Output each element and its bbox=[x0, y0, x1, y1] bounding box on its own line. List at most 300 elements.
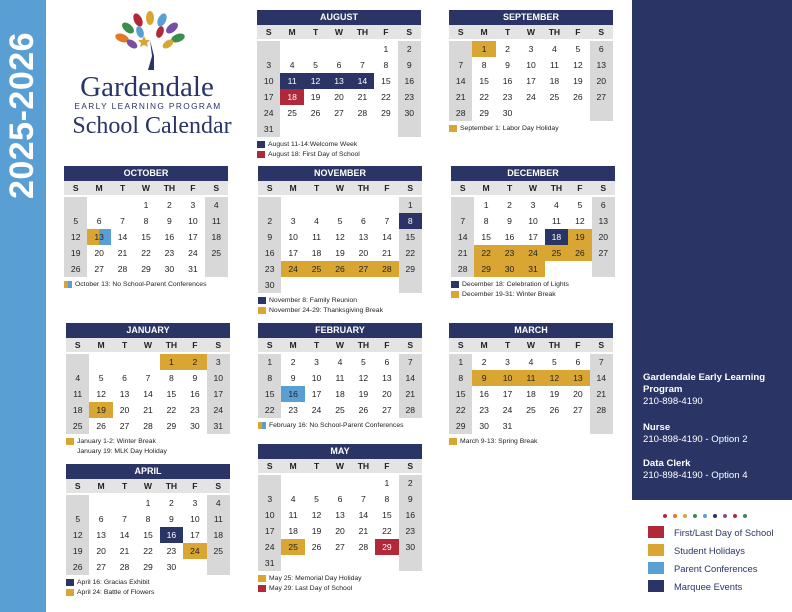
weekday-header: W bbox=[519, 25, 542, 41]
day-cell: 16 bbox=[190, 389, 200, 399]
weekday-header: T bbox=[113, 338, 136, 354]
empty-cell bbox=[136, 354, 159, 370]
day-cell: 28 bbox=[590, 402, 613, 418]
day-cell: 21 bbox=[382, 248, 392, 258]
day-cell: 30 bbox=[190, 421, 200, 431]
month-grid bbox=[66, 338, 230, 434]
day-cell: 15 bbox=[141, 232, 151, 242]
weekday-header: M bbox=[472, 25, 495, 41]
day-cell: 5 bbox=[98, 373, 104, 383]
empty-cell bbox=[399, 277, 422, 293]
weekday-header: W bbox=[521, 181, 544, 197]
weekday-header: T bbox=[305, 338, 328, 354]
month-header: DECEMBER bbox=[451, 166, 615, 181]
weekday-header: S bbox=[258, 459, 281, 475]
month-legend bbox=[449, 123, 613, 133]
empty-cell bbox=[327, 41, 350, 57]
day-cell: 9 bbox=[290, 373, 296, 383]
day-cell: 22 bbox=[474, 245, 497, 261]
day-cell: 24 bbox=[257, 105, 280, 121]
day-cell: 28 bbox=[358, 542, 369, 552]
day-cell: 1 bbox=[384, 478, 390, 488]
empty-cell bbox=[113, 354, 136, 370]
empty-cell bbox=[545, 261, 568, 277]
contact-main-phone: 210-898-4190 bbox=[643, 396, 703, 407]
day-cell: 12 bbox=[66, 527, 89, 543]
empty-cell bbox=[399, 555, 422, 571]
day-cell: 3 bbox=[530, 200, 536, 210]
month-grid bbox=[66, 479, 230, 575]
day-cell: 7 bbox=[449, 57, 472, 73]
day-cell: 30 bbox=[479, 421, 489, 431]
legend-swatch bbox=[258, 422, 266, 429]
month-legend bbox=[449, 436, 613, 446]
month-header: MARCH bbox=[449, 323, 613, 338]
empty-cell bbox=[590, 418, 613, 434]
contact-nurse-label: Nurse bbox=[643, 422, 671, 433]
empty-cell bbox=[374, 121, 397, 137]
day-cell: 9 bbox=[192, 373, 198, 383]
contact-nurse-phone: 210-898-4190 - Option 2 bbox=[643, 434, 748, 445]
day-cell: 13 bbox=[119, 389, 130, 399]
day-cell: 6 bbox=[384, 357, 390, 367]
empty-cell bbox=[111, 197, 134, 213]
day-cell: 26 bbox=[64, 261, 87, 277]
day-cell: 25 bbox=[305, 261, 328, 277]
day-cell: 5 bbox=[337, 216, 343, 226]
day-cell: 26 bbox=[310, 108, 321, 118]
day-cell: 8 bbox=[399, 213, 422, 229]
day-cell: 4 bbox=[314, 216, 319, 226]
day-cell: 2 bbox=[398, 41, 421, 57]
day-cell: 28 bbox=[119, 562, 130, 572]
day-cell: 23 bbox=[498, 245, 521, 261]
day-cell: 16 bbox=[258, 245, 281, 261]
day-cell: 28 bbox=[143, 421, 153, 431]
day-cell: 24 bbox=[311, 405, 322, 415]
day-cell: 30 bbox=[258, 277, 281, 293]
day-cell: 21 bbox=[119, 546, 130, 556]
legend-swatch bbox=[258, 575, 266, 582]
month-legend bbox=[66, 436, 230, 456]
day-cell: 8 bbox=[169, 373, 174, 383]
weekday-header: S bbox=[399, 181, 422, 197]
legend-entry bbox=[257, 139, 421, 149]
day-cell: 11 bbox=[551, 216, 561, 226]
legend-entry bbox=[258, 295, 422, 305]
day-cell: 23 bbox=[166, 546, 177, 556]
weekday-header: S bbox=[66, 479, 89, 495]
empty-cell bbox=[87, 197, 110, 213]
weekday-header: S bbox=[64, 181, 87, 197]
weekday-header: S bbox=[66, 338, 89, 354]
day-cell: 13 bbox=[382, 373, 392, 383]
day-cell: 25 bbox=[287, 108, 297, 118]
day-cell: 13 bbox=[590, 57, 613, 73]
empty-cell bbox=[305, 197, 328, 213]
day-cell: 27 bbox=[573, 405, 583, 415]
day-cell: 7 bbox=[451, 213, 474, 229]
weekday-header: S bbox=[258, 181, 281, 197]
day-cell: 23 bbox=[398, 89, 421, 105]
day-cell: 5 bbox=[577, 200, 583, 210]
key-label: Parent Conferences bbox=[674, 562, 758, 574]
weekday-header: T bbox=[305, 459, 328, 475]
day-cell: 6 bbox=[96, 216, 102, 226]
day-cell: 16 bbox=[502, 76, 513, 86]
day-cell: 13 bbox=[358, 232, 369, 242]
legend-entry bbox=[451, 279, 615, 289]
day-cell: 19 bbox=[358, 389, 369, 399]
day-cell: 29 bbox=[449, 418, 472, 434]
day-cell: 7 bbox=[120, 216, 125, 226]
legend-swatch bbox=[64, 281, 72, 288]
day-cell: 6 bbox=[336, 60, 342, 70]
day-cell: 23 bbox=[479, 405, 489, 415]
month-legend bbox=[451, 279, 615, 299]
day-cell: 12 bbox=[304, 73, 327, 89]
day-cell: 19 bbox=[549, 389, 560, 399]
month-legend bbox=[258, 295, 422, 315]
empty-cell bbox=[305, 277, 328, 293]
day-cell: 17 bbox=[288, 248, 298, 258]
day-cell: 9 bbox=[167, 216, 172, 226]
day-cell: 18 bbox=[526, 389, 536, 399]
day-cell: 29 bbox=[375, 539, 398, 555]
day-cell: 23 bbox=[399, 523, 422, 539]
legend-entry bbox=[258, 583, 422, 593]
day-cell: 19 bbox=[310, 92, 321, 102]
day-cell: 28 bbox=[399, 402, 422, 418]
month-legend bbox=[258, 420, 422, 430]
month-grid bbox=[451, 181, 615, 277]
day-cell: 8 bbox=[481, 60, 487, 70]
day-cell: 5 bbox=[361, 357, 366, 367]
day-cell: 31 bbox=[207, 418, 230, 434]
contact-data-clerk-phone: 210-898-4190 - Option 4 bbox=[643, 470, 748, 481]
month-grid bbox=[258, 181, 422, 293]
day-cell: 15 bbox=[143, 530, 153, 540]
day-cell: 11 bbox=[207, 511, 230, 527]
key-item-marquee bbox=[648, 577, 774, 595]
day-cell: 21 bbox=[357, 92, 368, 102]
day-cell: 2 bbox=[183, 354, 206, 370]
day-cell: 9 bbox=[258, 229, 281, 245]
day-cell: 3 bbox=[258, 491, 281, 507]
day-cell: 17 bbox=[528, 232, 538, 242]
day-cell: 21 bbox=[143, 405, 153, 415]
day-cell: 17 bbox=[188, 232, 198, 242]
weekday-header: TH bbox=[543, 338, 566, 354]
day-cell: 18 bbox=[545, 229, 568, 245]
day-cell: 16 bbox=[164, 232, 175, 242]
weekday-header: S bbox=[449, 338, 472, 354]
legend-entry bbox=[66, 577, 230, 587]
day-cell: 24 bbox=[521, 245, 544, 261]
day-cell: 31 bbox=[257, 121, 280, 137]
legend-swatch bbox=[257, 151, 265, 158]
day-cell: 8 bbox=[145, 514, 151, 524]
day-cell: 4 bbox=[337, 357, 343, 367]
day-cell: 11 bbox=[519, 370, 542, 386]
empty-cell bbox=[89, 354, 112, 370]
legend-swatch bbox=[66, 589, 74, 596]
day-cell: 3 bbox=[257, 57, 280, 73]
day-cell: 2 bbox=[258, 213, 281, 229]
day-cell: 21 bbox=[449, 89, 472, 105]
day-cell: 16 bbox=[398, 73, 421, 89]
day-cell: 20 bbox=[573, 389, 583, 399]
day-cell: 9 bbox=[505, 60, 510, 70]
empty-cell bbox=[257, 41, 280, 57]
weekday-header: F bbox=[568, 181, 591, 197]
legend-text: October 13: No School-Parent Conferences bbox=[75, 280, 207, 288]
weekday-header: TH bbox=[543, 25, 566, 41]
day-cell: 13 bbox=[335, 510, 345, 520]
day-cell: 27 bbox=[335, 542, 345, 552]
day-cell: 12 bbox=[311, 510, 322, 520]
key-label: Marquee Events bbox=[674, 580, 743, 592]
day-cell: 6 bbox=[361, 216, 366, 226]
day-cell: 10 bbox=[288, 232, 298, 242]
day-cell: 13 bbox=[87, 229, 110, 245]
day-cell: 4 bbox=[205, 197, 228, 213]
empty-cell bbox=[305, 555, 328, 571]
weekday-header: S bbox=[590, 338, 613, 354]
day-cell: 14 bbox=[590, 370, 613, 386]
empty-cell bbox=[280, 121, 303, 137]
day-cell: 21 bbox=[399, 386, 422, 402]
day-cell: 4 bbox=[66, 370, 89, 386]
day-cell: 18 bbox=[280, 89, 303, 105]
day-cell: 20 bbox=[358, 248, 369, 258]
day-cell: 26 bbox=[568, 245, 591, 261]
day-cell: 11 bbox=[288, 510, 298, 520]
weekday-header: S bbox=[257, 25, 280, 41]
day-cell: 12 bbox=[64, 229, 87, 245]
weekday-header: W bbox=[328, 181, 351, 197]
day-cell: 18 bbox=[66, 402, 89, 418]
empty-cell bbox=[566, 418, 589, 434]
day-cell: 31 bbox=[258, 555, 281, 571]
day-cell: 12 bbox=[543, 370, 566, 386]
day-cell: 2 bbox=[167, 200, 172, 210]
empty-cell bbox=[205, 261, 228, 277]
weekday-header: S bbox=[258, 338, 281, 354]
day-cell: 5 bbox=[64, 213, 87, 229]
day-cell: 17 bbox=[311, 389, 322, 399]
weekday-header: TH bbox=[545, 181, 568, 197]
legend-text: April 24: Battle of Flowers bbox=[77, 588, 155, 596]
day-cell: 30 bbox=[164, 264, 175, 274]
day-cell: 23 bbox=[288, 405, 298, 415]
month-september bbox=[449, 10, 613, 133]
day-cell: 14 bbox=[143, 389, 153, 399]
day-cell: 25 bbox=[205, 245, 228, 261]
day-cell: 18 bbox=[207, 527, 230, 543]
day-cell: 24 bbox=[183, 543, 206, 559]
day-cell: 16 bbox=[160, 527, 183, 543]
day-cell: 17 bbox=[207, 386, 230, 402]
weekday-header: M bbox=[87, 181, 110, 197]
month-grid bbox=[258, 338, 422, 418]
day-cell: 1 bbox=[449, 354, 472, 370]
empty-cell bbox=[66, 495, 89, 511]
month-december bbox=[451, 166, 615, 299]
day-cell: 5 bbox=[313, 60, 318, 70]
day-cell: 13 bbox=[592, 213, 615, 229]
legend-swatch bbox=[66, 448, 74, 455]
weekday-header: W bbox=[327, 25, 350, 41]
weekday-header: F bbox=[566, 25, 589, 41]
day-cell: 27 bbox=[94, 264, 104, 274]
day-cell: 24 bbox=[207, 402, 230, 418]
weekday-header: S bbox=[205, 181, 228, 197]
day-cell: 24 bbox=[281, 261, 304, 277]
day-cell: 4 bbox=[289, 60, 295, 70]
day-cell: 16 bbox=[479, 389, 489, 399]
empty-cell bbox=[519, 418, 542, 434]
day-cell: 10 bbox=[188, 216, 198, 226]
day-cell: 23 bbox=[190, 405, 200, 415]
day-cell: 6 bbox=[592, 197, 615, 213]
legend-text: August 18: First Day of School bbox=[268, 150, 360, 158]
empty-cell bbox=[327, 121, 350, 137]
weekday-header: F bbox=[375, 459, 398, 475]
weekday-header: S bbox=[207, 338, 230, 354]
day-cell: 28 bbox=[451, 261, 474, 277]
month-may bbox=[258, 444, 422, 593]
month-october bbox=[64, 166, 228, 289]
day-cell: 11 bbox=[312, 232, 322, 242]
legend-text: August 11-14:Welcome Week bbox=[268, 140, 358, 148]
day-cell: 20 bbox=[334, 92, 344, 102]
weekday-header: S bbox=[451, 181, 474, 197]
key-item-holiday bbox=[648, 541, 774, 559]
day-cell: 12 bbox=[573, 60, 583, 70]
weekday-header: F bbox=[181, 181, 204, 197]
day-cell: 19 bbox=[89, 402, 112, 418]
legend-text: December 19-31: Winter Break bbox=[462, 290, 556, 298]
weekday-header: TH bbox=[158, 181, 181, 197]
empty-cell bbox=[281, 277, 304, 293]
day-cell: 29 bbox=[479, 108, 489, 118]
day-cell: 15 bbox=[449, 386, 472, 402]
weekday-header: W bbox=[328, 459, 351, 475]
day-cell: 26 bbox=[328, 261, 351, 277]
day-cell: 3 bbox=[528, 44, 534, 54]
calendar-title: School Calendar bbox=[72, 113, 232, 139]
day-cell: 3 bbox=[207, 354, 230, 370]
day-cell: 3 bbox=[290, 216, 296, 226]
month-header: NOVEMBER bbox=[258, 166, 422, 181]
weekday-header: T bbox=[305, 181, 328, 197]
day-cell: 5 bbox=[575, 44, 581, 54]
day-cell: 29 bbox=[166, 421, 177, 431]
key-label: First/Last Day of School bbox=[674, 526, 774, 538]
day-cell: 5 bbox=[66, 511, 89, 527]
day-cell: 20 bbox=[382, 389, 392, 399]
weekday-header: S bbox=[592, 181, 615, 197]
day-cell: 28 bbox=[357, 108, 368, 118]
day-cell: 8 bbox=[384, 494, 390, 504]
contact-main-label: Gardendale Early Learning Program bbox=[643, 372, 766, 395]
empty-cell bbox=[590, 105, 613, 121]
empty-cell bbox=[281, 475, 304, 491]
day-cell: 26 bbox=[66, 559, 89, 575]
day-cell: 11 bbox=[335, 373, 345, 383]
day-cell: 2 bbox=[169, 498, 174, 508]
day-cell: 9 bbox=[399, 491, 422, 507]
day-cell: 1 bbox=[399, 197, 422, 213]
day-cell: 9 bbox=[472, 370, 495, 386]
empty-cell bbox=[375, 197, 398, 213]
day-cell: 27 bbox=[590, 89, 613, 105]
day-cell: 24 bbox=[526, 92, 536, 102]
legend-text: September 1: Labor Day Holiday bbox=[460, 124, 559, 132]
key-item-firstlast bbox=[648, 523, 774, 541]
day-cell: 24 bbox=[258, 539, 281, 555]
school-year-label: 2025-2026 bbox=[3, 31, 42, 199]
legend-text: February 16: No School-Parent Conferences bbox=[269, 421, 404, 429]
key-swatch bbox=[648, 526, 664, 538]
day-cell: 11 bbox=[66, 386, 89, 402]
key-item-conf bbox=[648, 559, 774, 577]
empty-cell bbox=[543, 418, 566, 434]
day-cell: 19 bbox=[568, 229, 591, 245]
day-cell: 12 bbox=[96, 389, 106, 399]
day-cell: 4 bbox=[207, 495, 230, 511]
weekday-header: M bbox=[89, 338, 112, 354]
weekday-header: T bbox=[304, 25, 327, 41]
month-grid bbox=[449, 25, 613, 121]
day-cell: 29 bbox=[141, 264, 151, 274]
day-cell: 16 bbox=[399, 507, 422, 523]
day-cell: 27 bbox=[96, 562, 106, 572]
month-legend bbox=[257, 139, 421, 159]
weekday-header: F bbox=[374, 25, 397, 41]
day-cell: 27 bbox=[334, 108, 344, 118]
empty-cell bbox=[66, 354, 89, 370]
legend-swatch bbox=[449, 125, 457, 132]
day-cell: 30 bbox=[399, 539, 422, 555]
day-cell: 17 bbox=[526, 76, 536, 86]
day-cell: 20 bbox=[592, 229, 615, 245]
day-cell: 18 bbox=[288, 526, 298, 536]
day-cell: 4 bbox=[528, 357, 534, 367]
empty-cell bbox=[328, 475, 351, 491]
contact-data-clerk bbox=[643, 458, 748, 482]
day-cell: 25 bbox=[335, 405, 345, 415]
empty-cell bbox=[451, 197, 474, 213]
day-cell: 7 bbox=[590, 354, 613, 370]
day-cell: 10 bbox=[258, 507, 281, 523]
day-cell: 26 bbox=[311, 542, 322, 552]
day-cell: 17 bbox=[258, 523, 281, 539]
day-cell: 23 bbox=[164, 248, 175, 258]
day-cell: 27 bbox=[382, 405, 392, 415]
day-cell: 4 bbox=[554, 200, 559, 210]
empty-cell bbox=[352, 555, 375, 571]
day-cell: 17 bbox=[257, 89, 280, 105]
day-cell: 30 bbox=[498, 261, 521, 277]
key-label: Student Holidays bbox=[674, 544, 745, 556]
contact-panel bbox=[632, 0, 792, 500]
day-cell: 19 bbox=[66, 543, 89, 559]
empty-cell bbox=[352, 475, 375, 491]
day-cell: 18 bbox=[335, 389, 345, 399]
month-grid bbox=[64, 181, 228, 277]
